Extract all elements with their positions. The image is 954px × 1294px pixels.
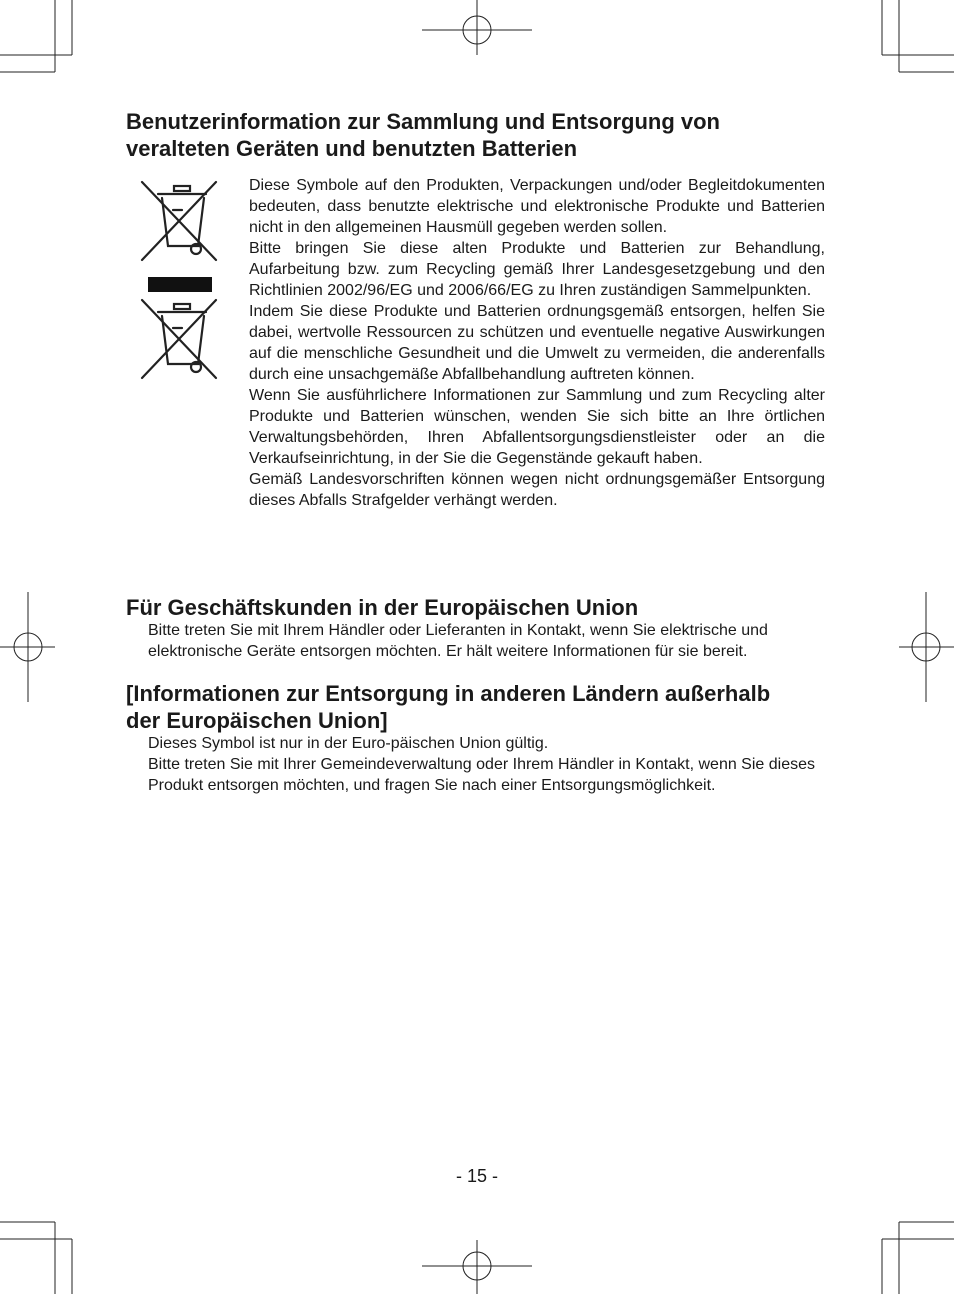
page-number: - 15 - bbox=[455, 1166, 498, 1186]
paragraph: Bitte bringen Sie diese alten Produkte und Batterien zur Behandlung, Aufarbeitung bzw. zum Recycling gemäß Ihrer Landesgesetzgebung und den Richtlinien 2002/96/EG und 2006/66/EG zu Ihren zuständigen Sammelpunkten. bbox=[249, 240, 825, 299]
section1-body bbox=[249, 175, 825, 511]
paragraph: Bitte treten Sie mit Ihrer Gemeindeverwaltung oder Ihrem Händler in Kontakt, wenn Sie dieses Produkt entsorgen möchten, und fragen Sie nach einer Entsorgungsmöglichkeit. bbox=[148, 756, 815, 794]
section2-body bbox=[148, 620, 830, 662]
section2-title: Für Geschäftskunden in der Europäischen Union bbox=[126, 595, 639, 620]
underline-bar bbox=[148, 277, 212, 292]
paragraph: Gemäß Landesvorschriften können wegen nicht ordnungsgemäßer Entsorgung dieses Abfalls Strafgelder verhängt werden. bbox=[249, 471, 825, 509]
crossed-out-wheelie-bin-icon bbox=[140, 180, 220, 262]
section1-title-line2: veralteten Geräten und benutzten Batterien bbox=[126, 136, 578, 161]
paragraph: Wenn Sie ausführlichere Informationen zur Sammlung und zum Recycling alter Produkte und Batterien wünschen, wenden Sie sich bitte an Ihre örtlichen Verwaltungsbehörden, Ihren Abfallentsorgungsdienstleister oder an die Verkaufseinrichtung, in der Sie die Gegenstände gekauft haben. bbox=[249, 387, 825, 467]
section1-title bbox=[126, 108, 720, 162]
paragraph: Dieses Symbol ist nur in der Euro-päischen Union gültig. bbox=[148, 735, 549, 752]
section3-title-line1: [Informationen zur Entsorgung in anderen Ländern außerhalb bbox=[126, 681, 771, 706]
crossed-out-wheelie-bin-icon bbox=[140, 298, 220, 380]
section3-title-line2: der Europäischen Union] bbox=[126, 708, 388, 733]
section3-title bbox=[126, 680, 770, 734]
paragraph: Bitte treten Sie mit Ihrem Händler oder Lieferanten in Kontakt, wenn Sie elektrische und elektronische Geräte entsorgen möchten. Er hält weitere Informationen für sie bereit. bbox=[148, 622, 768, 660]
paragraph: Diese Symbole auf den Produkten, Verpackungen und/oder Begleitdokumenten bedeuten, dass benutzte elektrische und elektronische Produkte und Batterien nicht in den allgemeinen Hausmüll gegeben werden sollen. bbox=[249, 177, 825, 236]
paragraph: Indem Sie diese Produkte und Batterien ordnungsgemäß entsorgen, helfen Sie dabei, wertvolle Ressourcen zu schützen und eventuelle negative Auswirkungen auf die menschliche Gesundheit und die Umwelt zu vermeiden, die anderenfalls durch eine unsachgemäße Abfallbehandlung auftreten können. bbox=[249, 303, 825, 383]
section1-title-line1: Benutzerinformation zur Sammlung und Entsorgung von bbox=[126, 109, 720, 134]
section3-body bbox=[148, 733, 830, 796]
